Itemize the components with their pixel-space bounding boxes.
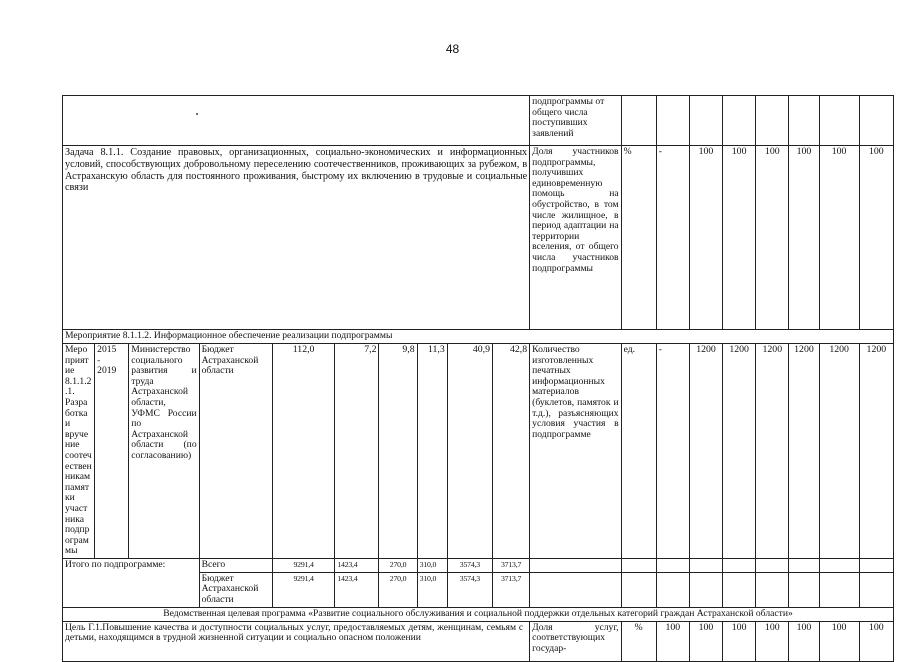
activity-value: 1200 bbox=[723, 344, 756, 559]
goal-value: 100 bbox=[723, 621, 756, 661]
totals-budget-amount: 270,0 bbox=[379, 572, 417, 607]
task-value: 100 bbox=[723, 146, 756, 330]
activity-amount: 11,3 bbox=[417, 344, 447, 559]
blank-cell bbox=[63, 96, 530, 146]
totals-budget-amount: 3713,7 bbox=[492, 572, 529, 607]
activity-header: Мероприятие 8.1.1.2. Информационное обеспечение реализации подпрограммы bbox=[63, 330, 894, 344]
indicator-text: подпрограммы от общего числа поступивших заявлений bbox=[532, 96, 605, 139]
task-value: 100 bbox=[789, 146, 819, 330]
goal-value: 100 bbox=[859, 621, 893, 661]
totals-all-amount: 270,0 bbox=[379, 558, 417, 572]
goal-value: 100 bbox=[656, 621, 689, 661]
totals-all-amount: 3574,3 bbox=[447, 558, 492, 572]
activity-row bbox=[63, 344, 894, 559]
task-value: 100 bbox=[819, 146, 859, 330]
activity-unit: ед. bbox=[621, 344, 656, 559]
task-text: Задача 8.1.1. Создание правовых, организационных, социально-экономических и информационных условий, способствующих добровольному переселению соотечественников, проживающих за рубежом, в Астраханскую область для постоянного проживания, быстрому их включению в трудовые и социальные связи bbox=[63, 146, 530, 330]
goal-text: Цель Г.1.Повышение качества и доступности социальных услуг, предоставляемых детям, женщинам, семьям с детьми, находящимся в трудной жизненной ситуации и социально опасном положении bbox=[63, 621, 530, 661]
task-indicator: Доля участников подпрограммы, получивших единовременную помощь на обустройство, в том числе жилищное, в период адаптации на территории вселения, от общего числа участников подпрограммы bbox=[530, 146, 621, 330]
program-header-row bbox=[63, 607, 894, 621]
goal-unit: % bbox=[621, 621, 656, 661]
activity-amount: 7,2 bbox=[335, 344, 379, 559]
program-table bbox=[62, 95, 894, 662]
activity-name: Мероприятие 8.1.1.2.1. Разработка и вручение соотечественникам памятки участника подпрограммы bbox=[63, 344, 95, 559]
totals-all-row bbox=[63, 558, 894, 572]
year-dash: - bbox=[97, 354, 101, 366]
totals-all-amount: 3713,7 bbox=[492, 558, 529, 572]
goal-value: 100 bbox=[819, 621, 859, 661]
activity-base: - bbox=[656, 344, 689, 559]
task-value: 100 bbox=[859, 146, 893, 330]
totals-budget-amount: 310,0 bbox=[417, 572, 447, 607]
activity-source: Бюджет Астраханской области bbox=[199, 344, 272, 559]
totals-budget-label: Бюджет Астраханской области bbox=[199, 572, 272, 607]
activity-value: 1200 bbox=[789, 344, 819, 559]
task-unit: % bbox=[621, 146, 656, 330]
activity-value: 1200 bbox=[756, 344, 789, 559]
activity-header-row bbox=[63, 330, 894, 344]
goal-value: 100 bbox=[789, 621, 819, 661]
totals-all-amount: 310,0 bbox=[417, 558, 447, 572]
task-value: 100 bbox=[689, 146, 722, 330]
activity-amount: 42,8 bbox=[492, 344, 529, 559]
page-number: 48 bbox=[445, 42, 460, 56]
program-header: Ведомственная целевая программа «Развитие социального обслуживания и социальной поддержки отдельных категорий граждан Астраханской области» bbox=[63, 607, 894, 621]
goal-row bbox=[63, 621, 894, 661]
continuation-row bbox=[63, 96, 894, 146]
activity-amount: 40,9 bbox=[447, 344, 492, 559]
activity-value: 1200 bbox=[819, 344, 859, 559]
totals-all-label: Всего bbox=[199, 558, 272, 572]
task-row bbox=[63, 146, 894, 330]
year-start: 2015 bbox=[97, 344, 117, 355]
task-base: - bbox=[656, 146, 689, 330]
totals-budget-amount: 3574,3 bbox=[447, 572, 492, 607]
activity-years bbox=[95, 344, 129, 559]
activity-amount: 9,8 bbox=[379, 344, 417, 559]
activity-indicator: Количество изготовленных печатных информационных материалов (буклетов, памяток и т.д.), разъясняющих условия участия в подпрограмме bbox=[530, 344, 621, 559]
activity-executor: Министерство социального развития и труда Астраханской области, УФМС России по Астраханской области (по согласованию) bbox=[129, 344, 199, 559]
totals-budget-amount: 1423,4 bbox=[335, 572, 379, 607]
activity-value: 1200 bbox=[689, 344, 722, 559]
totals-all-amount: 1423,4 bbox=[335, 558, 379, 572]
goal-indicator: Доля услуг, соответствующих государ- bbox=[530, 621, 621, 661]
totals-all-total: 9291,4 bbox=[272, 558, 334, 572]
indicator-cell bbox=[530, 96, 621, 146]
task-value: 100 bbox=[756, 146, 789, 330]
totals-label: Итого по подпрограмме: bbox=[63, 558, 200, 607]
goal-value: 100 bbox=[756, 621, 789, 661]
goal-value: 100 bbox=[689, 621, 722, 661]
year-end: 2019 bbox=[97, 365, 117, 377]
totals-budget-total: 9291,4 bbox=[272, 572, 334, 607]
activity-total: 112,0 bbox=[272, 344, 334, 559]
activity-value: 1200 bbox=[859, 344, 893, 559]
